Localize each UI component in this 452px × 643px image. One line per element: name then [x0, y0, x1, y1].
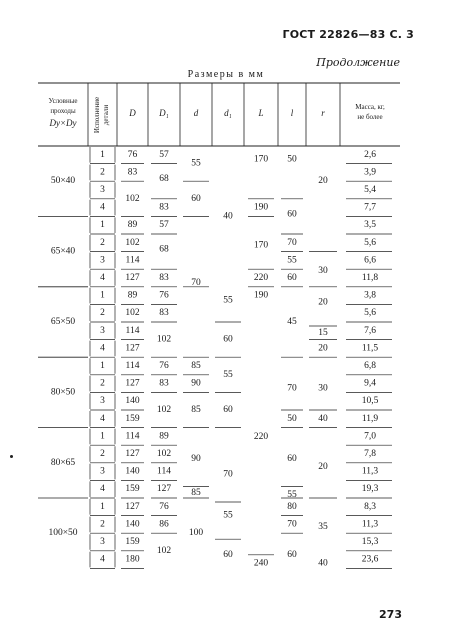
header-conditional: Dу×Dу: [49, 118, 77, 128]
cell-D1: 114: [157, 466, 171, 477]
cell-D1: 89: [159, 431, 169, 442]
cell-l: 60: [287, 453, 297, 464]
group-label: 65×40: [50, 246, 76, 257]
cell-mass: 7,7: [364, 202, 376, 213]
cell-D1: 86: [159, 519, 169, 530]
cell-r: 40: [318, 558, 328, 569]
cell-l: 70: [287, 519, 297, 530]
cell-d: 100: [188, 528, 204, 539]
header-l: l: [290, 108, 294, 118]
cell-l: 55: [287, 255, 297, 266]
cell-L: 220: [253, 273, 269, 283]
execution-cell: 1: [100, 501, 105, 512]
cell-mass: 11,5: [361, 343, 379, 354]
execution-cell: 2: [100, 167, 105, 178]
execution-cell: 4: [100, 202, 105, 213]
cell-d1: 60: [223, 405, 233, 415]
execution-cell: 3: [100, 396, 105, 407]
cell-D1: 83: [159, 202, 169, 213]
cell-l: 70: [287, 237, 297, 248]
cell-l: 50: [287, 413, 297, 424]
cell-D: 127: [125, 449, 140, 459]
execution-cell: 2: [100, 378, 105, 389]
cell-mass: 5,6: [364, 308, 376, 319]
cell-d: 85: [191, 361, 201, 371]
cell-D1: 76: [159, 501, 169, 512]
cell-mass: 9,4: [364, 378, 376, 389]
cell-d: 85: [191, 488, 201, 499]
cell-D: 127: [125, 501, 140, 512]
execution-cell: 3: [100, 325, 105, 336]
cell-L: 190: [253, 202, 269, 213]
cell-l: 60: [287, 549, 297, 560]
header-D1: D₁: [159, 108, 169, 118]
cell-D: 127: [125, 378, 140, 389]
cell-mass: 11,8: [361, 273, 379, 283]
cell-mass: 5,4: [364, 185, 376, 195]
group-label: 80×65: [50, 457, 76, 468]
cell-D: 89: [127, 220, 138, 231]
execution-cell: 4: [100, 484, 105, 495]
execution-cell: 4: [100, 554, 105, 565]
cell-mass: 3,8: [364, 290, 376, 301]
cell-d1: 40: [223, 211, 233, 222]
cell-D: 140: [125, 466, 140, 477]
cell-mass: 8,3: [364, 501, 376, 512]
cell-D1: 83: [159, 273, 169, 283]
cell-mass: 3,9: [364, 167, 376, 178]
group-label: 65×50: [50, 317, 76, 327]
cell-D: 159: [125, 484, 140, 495]
cell-D: 159: [125, 413, 140, 424]
header-conditional: проходы: [50, 107, 76, 115]
header-conditional: Условные: [48, 97, 78, 105]
cell-D1: 57: [159, 220, 169, 231]
cell-d: 60: [191, 193, 201, 204]
cell-l: 60: [287, 209, 297, 220]
cell-D1: 102: [156, 545, 172, 556]
standard-header: ГОСТ 22826—83 С. 3: [282, 28, 414, 41]
cell-d1: 60: [223, 549, 233, 560]
cell-D1: 68: [159, 244, 169, 255]
cell-r: 15: [318, 327, 328, 338]
cell-D1: 83: [159, 378, 169, 389]
execution-cell: 3: [100, 466, 105, 477]
header-d: d: [193, 108, 199, 118]
execution-cell: 2: [100, 519, 105, 530]
group-label: 50×40: [50, 176, 76, 187]
header-D: D: [129, 108, 136, 118]
cell-d1: 70: [223, 469, 233, 480]
execution-cell: 4: [100, 273, 105, 283]
cell-l: 70: [287, 383, 297, 394]
execution-cell: 4: [100, 343, 105, 354]
cell-mass: 19,3: [361, 484, 379, 495]
cell-D: 114: [125, 431, 140, 442]
header-d1: d₁: [224, 108, 232, 118]
cell-r: 30: [318, 383, 328, 394]
cell-l: 50: [287, 154, 297, 165]
cell-D: 114: [125, 255, 140, 266]
execution-cell: 2: [100, 308, 105, 319]
cell-mass: 6,8: [364, 361, 376, 371]
cell-D: 89: [127, 290, 138, 301]
cell-r: 20: [318, 176, 328, 187]
execution-cell: 1: [100, 290, 105, 301]
cell-l: 45: [287, 317, 297, 327]
cell-d: 55: [191, 158, 201, 169]
cell-L: 240: [253, 558, 269, 569]
header-L: L: [258, 108, 264, 118]
cell-D: 140: [125, 519, 140, 530]
cell-D: 140: [125, 396, 140, 407]
cell-L: 190: [253, 290, 269, 301]
cell-mass: 7,6: [364, 325, 376, 336]
header-mass: не более: [357, 113, 383, 121]
header-mass: Масса, кг,: [355, 103, 385, 111]
cell-D: 83: [127, 167, 138, 178]
execution-cell: 1: [100, 220, 105, 231]
group-label: 100×50: [48, 528, 78, 539]
cell-mass: 11,3: [361, 519, 379, 530]
cell-d: 90: [191, 453, 201, 464]
cell-D1: 102: [156, 449, 172, 459]
cell-D: 102: [125, 308, 140, 319]
execution-cell: 2: [100, 237, 105, 248]
execution-cell: 1: [100, 149, 105, 160]
execution-cell: 1: [100, 361, 105, 371]
cell-D1: 76: [159, 361, 169, 371]
cell-D1: 83: [159, 308, 169, 319]
cell-r: 20: [318, 297, 328, 308]
cell-D1: 68: [159, 174, 169, 185]
units-caption: Размеры в мм: [187, 69, 265, 80]
execution-cell: 2: [100, 449, 105, 459]
cell-r: 30: [318, 266, 328, 277]
header-execution: Исполнение: [93, 96, 101, 134]
cell-mass: 6,6: [364, 255, 376, 266]
execution-cell: 3: [100, 537, 105, 547]
cell-mass: 10,5: [361, 396, 379, 407]
cell-d1: 55: [223, 369, 233, 380]
cell-D: 127: [125, 343, 140, 354]
cell-d: 70: [191, 277, 201, 288]
cell-d: 85: [191, 405, 201, 415]
cell-mass: 5,6: [364, 237, 376, 248]
cell-r: 40: [318, 413, 328, 424]
cell-D: 102: [125, 237, 140, 248]
cell-l: 80: [287, 501, 297, 512]
cell-mass: 11,9: [361, 413, 379, 424]
cell-L: 170: [253, 240, 269, 251]
cell-mass: 7,0: [364, 431, 376, 442]
cell-l: 55: [287, 490, 297, 501]
cell-D: 127: [125, 273, 140, 283]
cell-mass: 11,3: [361, 466, 379, 477]
cell-mass: 23,6: [361, 554, 379, 565]
cell-D: 102: [125, 193, 140, 204]
header-r: r: [321, 108, 325, 118]
cell-d1: 55: [223, 510, 233, 521]
cell-D: 76: [127, 149, 138, 160]
cell-L: 220: [253, 432, 269, 443]
continuation-label: Продолжение: [316, 56, 400, 69]
execution-cell: 3: [100, 185, 105, 195]
cell-r: 20: [318, 461, 328, 472]
cell-l: 60: [287, 273, 297, 283]
cell-d1: 60: [223, 334, 233, 345]
cell-D1: 76: [159, 290, 169, 301]
cell-D1: 127: [156, 484, 172, 495]
execution-cell: 4: [100, 413, 105, 424]
cell-D: 159: [125, 537, 140, 547]
cell-D: 114: [125, 325, 140, 336]
cell-mass: 7,8: [364, 449, 376, 459]
cell-d: 90: [191, 378, 201, 389]
cell-D: 114: [125, 361, 140, 371]
header-execution: детали: [102, 104, 110, 126]
cell-D1: 102: [156, 334, 172, 345]
cell-mass: 2,6: [364, 149, 376, 160]
cell-D1: 102: [156, 405, 172, 415]
execution-cell: 3: [100, 255, 105, 266]
group-label: 80×50: [50, 387, 76, 398]
cell-mass: 3,5: [364, 220, 376, 231]
cell-r: 20: [318, 343, 328, 354]
cell-mass: 15,3: [361, 537, 379, 547]
cell-D1: 57: [159, 149, 169, 160]
cell-r: 35: [318, 522, 328, 533]
cell-d1: 55: [223, 295, 233, 306]
execution-cell: 1: [100, 431, 105, 442]
cell-L: 170: [253, 154, 269, 165]
page-number: 273: [379, 608, 402, 621]
cell-D: 180: [125, 554, 140, 565]
